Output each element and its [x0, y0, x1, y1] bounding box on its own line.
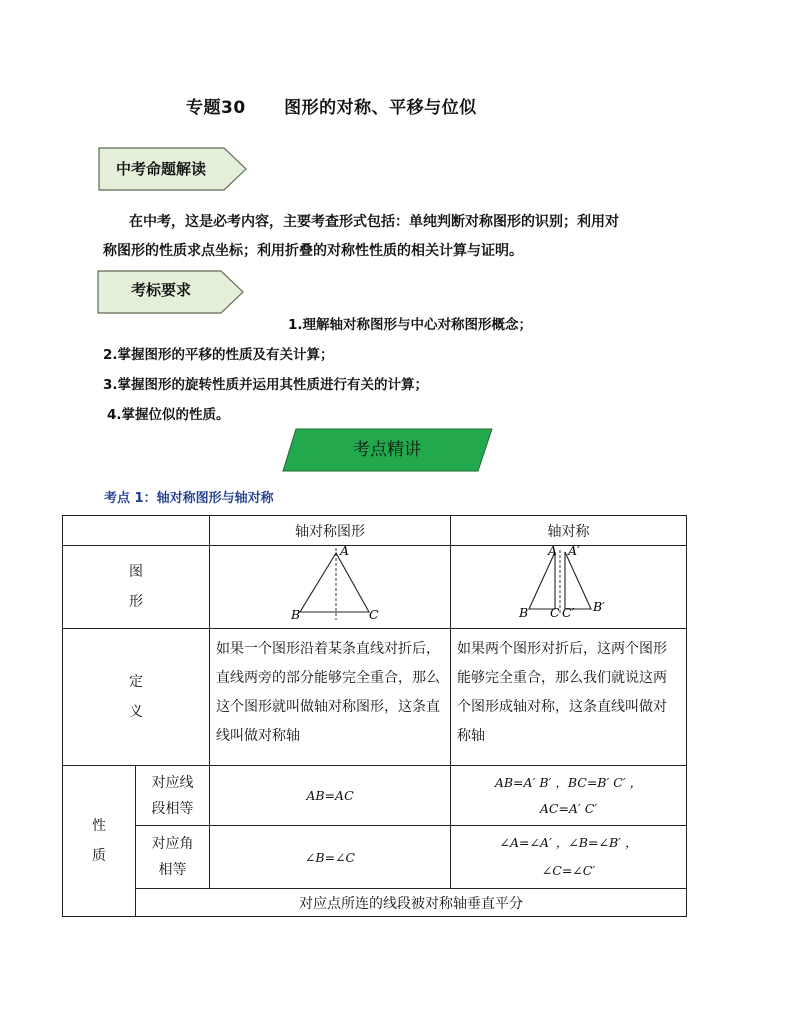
vertex-label-b-prime: B′	[593, 599, 606, 614]
table-row-prop-bisect	[63, 889, 687, 917]
vertex-label-a: A	[340, 546, 350, 558]
intro-line-2: 称图形的性质求点坐标；利用折叠的对称性性质的相关计算与证明。	[103, 243, 523, 259]
row-label-figure	[63, 546, 210, 629]
tag-exam-interpret	[98, 147, 248, 191]
tag-key-points	[282, 428, 494, 472]
header-empty-cell	[63, 516, 210, 546]
label-char: 性	[92, 818, 106, 834]
label-char: 定	[129, 674, 143, 690]
definition-axial-figure: 如果一个图形沿着某条直线对折后，直线两旁的部分能够完全重合，那么这个图形就叫做轴对称图形，这条直线叫做对称轴	[210, 629, 451, 766]
table-row-prop-segments	[63, 766, 687, 826]
mirrored-triangles-figure	[451, 546, 687, 624]
tag-label: 中考命题解读	[116, 160, 207, 178]
prop-angles-label	[136, 826, 210, 889]
label-char: 形	[129, 594, 143, 610]
intro-line-1: 在中考，这是必考内容，主要考查形式包括：单纯判断对称图形的识别；利用对	[129, 214, 619, 230]
header-axial-symmetry: 轴对称	[451, 516, 687, 546]
label-char: 质	[92, 848, 106, 864]
isosceles-triangle-figure	[210, 546, 451, 624]
table-row-figure	[63, 546, 687, 629]
vertex-label-b: B	[291, 607, 301, 622]
tag-standards	[97, 270, 245, 314]
requirement-3: 3.掌握图形的旋转性质并运用其性质进行有关的计算；	[103, 377, 429, 393]
vertex-label-c: C	[369, 607, 379, 622]
vertex-label-c: C	[550, 605, 560, 620]
label-line: 段相等	[151, 800, 194, 817]
vertex-label-a-prime: A′	[568, 546, 580, 558]
label-line: 对应线	[151, 774, 194, 791]
requirement-2: 2.掌握图形的平移的性质及有关计算；	[103, 347, 334, 363]
label-line: 对应角	[151, 836, 194, 852]
table-header-row	[63, 516, 687, 546]
row-label-definition	[63, 629, 210, 766]
label-line: 相等	[158, 862, 187, 878]
definition-axial-symmetry: 如果两个图形对折后，这两个图形能够完全重合，那么我们就说这两个图形成轴对称，这条直线叫做对称轴	[451, 629, 687, 766]
tag-label: 考标要求	[131, 281, 192, 299]
prop-angles-symmetry	[451, 826, 687, 889]
row-label-property	[63, 766, 136, 917]
header-axial-figure: 轴对称图形	[210, 516, 451, 546]
prop-line: AB=A′ B′ ，BC=B′ C′ ，	[494, 774, 643, 790]
label-char: 图	[129, 564, 143, 580]
prop-segments-label	[136, 766, 210, 826]
prop-angles-figure: ∠B=∠C	[210, 826, 451, 889]
requirement-1: 1.理解轴对称图形与中心对称图形概念；	[288, 317, 533, 333]
vertex-label-b: B	[519, 605, 529, 620]
vertex-label-a: A	[548, 546, 558, 558]
symmetry-table	[62, 515, 687, 917]
prop-perpendicular-bisect: 对应点所连的线段被对称轴垂直平分	[136, 889, 687, 917]
page-title: 专题30 图形的对称、平移与位似	[186, 98, 477, 118]
prop-line: AC=A′ C′	[539, 800, 598, 816]
table-row-prop-angles	[63, 826, 687, 889]
vertex-label-c-prime: C′	[562, 605, 575, 620]
tag-label: 考点精讲	[353, 440, 421, 460]
label-char: 义	[129, 704, 143, 720]
prop-segments-figure: AB=AC	[210, 766, 451, 826]
figure-axial-figure	[210, 546, 451, 629]
table-row-definition	[63, 629, 687, 766]
section-title: 考点 1：轴对称图形与轴对称	[104, 491, 274, 506]
prop-line: ∠C=∠C′	[541, 863, 596, 878]
figure-axial-symmetry	[451, 546, 687, 629]
prop-segments-symmetry	[451, 766, 687, 826]
prop-line: ∠A=∠A′ ，∠B=∠B′ ，	[499, 835, 638, 850]
requirement-4: 4.掌握位似的性质。	[107, 407, 230, 423]
